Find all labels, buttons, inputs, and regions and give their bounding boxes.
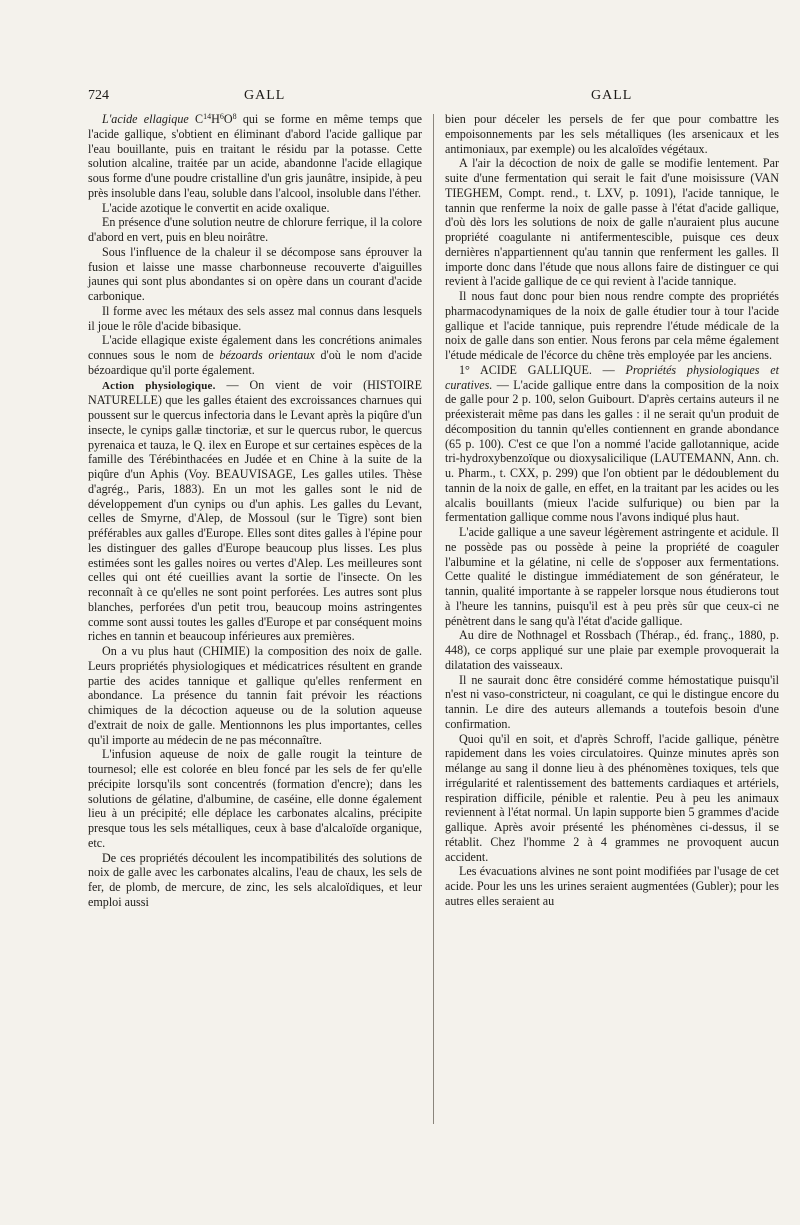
chemical-formula: $C^{14}H^6O^8$ (195, 112, 237, 126)
subheading-properties: Propriétés physiologiques et curatives. (445, 362, 779, 392)
left-column (88, 112, 422, 910)
paragraph-bezoards: L'acide ellagique existe également dans les concrétions animales connues sous le nom de bézoards orientaux d'où le nom d'acide bézoardique qu'il porte également. (88, 333, 422, 377)
column-divider (433, 114, 434, 1124)
paragraph: On a vu plus haut (CHIMIE) la composition des noix de galle. Leurs propriétés physiologiques et médicatrices résultent en grande partie des acides tannique et gallique qu'elles renferment en abondance. La présence du tannin fait prévoir les réactions chimiques de la décoction aqueuse ou de la solution aqueuse d'extrait de noix de galle. Mentionnons les plus importantes, celles qu'il importe au médecin de ne pas méconnaître. (88, 644, 422, 747)
term-bezoards: bézoards orientaux (219, 348, 315, 362)
page-number: 724 (88, 88, 109, 103)
paragraph-continued: bien pour déceler les persels de fer que pour combattre les empoisonnements par les sels métalliques (les arsenicaux et les antimoniaux, par exemple) ou les alcaloïdes végétaux. (445, 112, 779, 156)
paragraph-text: qui se forme en même temps que l'acide gallique, s'obtient en éliminant d'abord l'acide gallique par l'eau bouillante, puis en traitant le résidu par la potasse. Cette solution alcaline, traitée par un acide, abandonne l'acide ellagique sous forme d'une poudre cristalline d'un gris jaunâtre, insipide, à peu près insoluble dans l'eau, soluble dans l'alcool, insoluble dans l'éther. (88, 112, 423, 200)
paragraph: Au dire de Nothnagel et Rossbach (Thérap., éd. franç., 1880, p. 448), ce corps appliqué sur une plaie par exemple provoquerait la dilatation des vaisseaux. (445, 628, 779, 672)
paragraph: Il nous faut donc pour bien nous rendre compte des propriétés pharmacodynamiques de la noix de galle étudier tour à tour l'acide gallique et l'acide tannique, puis reprendre l'étude médicale de la noix de galle dans son entier. Nous ferons par cela même également l'étude médicale de l'écorce du chêne très employée par les anciens. (445, 289, 779, 362)
page-header (0, 88, 800, 108)
paragraph: En présence d'une solution neutre de chlorure ferrique, il la colore d'abord en vert, puis en bleu noirâtre. (88, 215, 422, 244)
paragraph-gallic-acid: 1° ACIDE GALLIQUE. — Propriétés physiologiques et curatives. — L'acide gallique entre dans la composition de la noix de galle pour 2 p. 100, selon Guibourt. D'après certains auteurs il ne préexisterait même pas dans les galles : il ne serait qu'un produit de décomposition du tannin qu'elles contiennent en grande abondance (65 p. 100). C'est ce que l'on a nommé l'acide gallotannique, acide tri-hydroxybenzoïque ou dioxysalicilique (LAUTEMANN, Ann. ch. u. Pharm., t. CXX, p. 299) que l'on obtient par le dédoublement du tannin de la noix de galle, en effet, en la traitant par les acides ou les alcalis bouillants (mieux l'acide sulfurique) ou bien par la fermentation gallique comme nous l'avons indiqué plus haut. (445, 362, 779, 525)
section-heading: Action physiologique. (102, 379, 216, 392)
paragraph: L'acide azotique le convertit en acide oxalique. (102, 200, 330, 215)
paragraph: Quoi qu'il en soit, et d'après Schroff, l'acide gallique, pénètre rapidement dans les voies circulatoires. Quinze minutes après son mélange au sang il donne lieu à des phénomènes toxiques, tels que irrégularité et ralentissement des battements cardiaques et artériels, respiration difficile, pénible et ralentie. Peu à peu les animaux reviennent à l'état normal. Un lapin supporte bien 5 grammes d'acide gallique. Après avoir présenté les phénomènes ci-dessus, il se rétablit. Chez l'homme 2 à 4 grammes ne provoquent aucun accident. (445, 731, 779, 864)
paragraph: Il forme avec les métaux des sels assez mal connus dans lesquels il joue le rôle d'acide bibasique. (88, 303, 422, 333)
paragraph: A l'air la décoction de noix de galle se modifie lentement. Par suite d'une fermentation qui serait le fait d'une moisissure (VAN TIEGHEM, Compt. rend., t. LXV, p. 1091), l'acide tannique, le tannin que renferme la noix de galle passe à l'état d'acide gallique, d'où dès lors les solutions de noix de galle n'auraient plus aucune propriété coagulante ni antifermentescible, puisque ces deux dernières n'appartiennent qu'au tannin que renferment les galles. Il importe donc dans l'étude que nous allons faire de distinguer ce qui revient à l'acide gallique de ce qui revient à l'acide tannique. (445, 156, 779, 289)
paragraph: Il ne saurait donc être considéré comme hémostatique puisqu'il n'est ni vaso-constricteur, ni coagulant, ce qui le distingue encore du tannin. Le dire des auteurs allemands a toutefois besoin d'une confirmation. (445, 672, 779, 731)
paragraph: L'acide gallique a une saveur légèrement astringente et acidule. Il ne possède pas ou possède à peine la propriété de coaguler l'albumine et la gélatine, ni celle de s'opposer aux fermentations. Cette qualité le distingue immédiatement de son générateur, le tannin, qualité importante à se rappeler lorsque nous étudierons tout à l'heure les tannins, puisqu'il est à peu près sûr que ceux-ci ne pénètrent dans le sang qu'à l'état d'acide gallique. (445, 525, 779, 628)
paragraph: De ces propriétés découlent les incompatibilités des solutions de noix de galle avec les carbonates alcalins, l'eau de chaux, les sels de fer, de plomb, de mercure, de zinc, les sels alcaloïdiques, et leur emploi aussi (88, 850, 422, 909)
term-ellagic-acid: L'acide ellagique (102, 112, 189, 126)
running-head-right: GALL (591, 88, 633, 103)
right-column (445, 112, 779, 909)
section-heading: 1° ACIDE GALLIQUE. (459, 362, 592, 377)
paragraph: L'infusion aqueuse de noix de galle rougit la teinture de tournesol; elle est colorée en bleu foncé par les sels de fer qu'elle précipite lorsqu'ils sont concentrés (formation d'encre); dans les solutions de gélatine, d'albumine, de caséine, elle donne également lieu à un précipité; elle déplace les carbonates alcalins, précipite presque tous les sels métalliques, ceux à base d'alcaloïde organique, etc. (88, 747, 422, 850)
paragraph: Les évacuations alvines ne sont point modifiées par l'usage de cet acide. Pour les uns les urines seraient augmentées (Gubler); pour les autres elles seraient au (445, 864, 779, 908)
paragraph: Sous l'influence de la chaleur il se décompose sans éprouver la fusion et laisse une masse charbonneuse recouverte d'aiguilles jaunes qui sont plus abondantes si on opère dans un courant d'acide carbonique. (88, 244, 422, 303)
paragraph-ellagic-acid (88, 112, 422, 201)
paragraph-action-physiologique: Action physiologique. — On vient de voir (HISTOIRE NATURELLE) que les galles étaient des excroissances charnues qui poussent sur le quercus infectoria dans le Levant après la piqûre d'un insecte, le cynips gallæ tinctoriæ, et sur le quercus rubor, le quercus pyrenaica et tauza, le Q. ilex en Europe et sur certaines espèces de la famille des Térébinthacées en Judée et en Chine à la suite de la piqûre d'un Aphis (Voy. BEAUVISAGE, Les galles utiles. Thèse d'agrég., Paris, 1883). En un mot les galles sont le nid de développement d'un cynips ou d'un aphis. Les galles du Levant, celles de Smyrne, d'Alep, de Mossoul (sur le Tigre) sont bien préférables aux galles d'Europe. Elles sont dites galles à l'épine pour les distinguer des galles d'Europe beaucoup plus lisses. Les plus estimées sont les galles noires ou vertes d'Alep. Les meilleures sont celles qui ont été cueillies avant la sortie de l'insecte. On les reconnaît à ce qu'elles ne sont point perforées. Les autres sont plus blanches, perforées d'un petit trou, beaucoup moins astringentes comme sont aussi toutes les galles d'Europe et par conséquent moins riches en tannin et beaucoup inférieures aux premières. (88, 377, 423, 644)
running-head-left: GALL (244, 88, 286, 103)
